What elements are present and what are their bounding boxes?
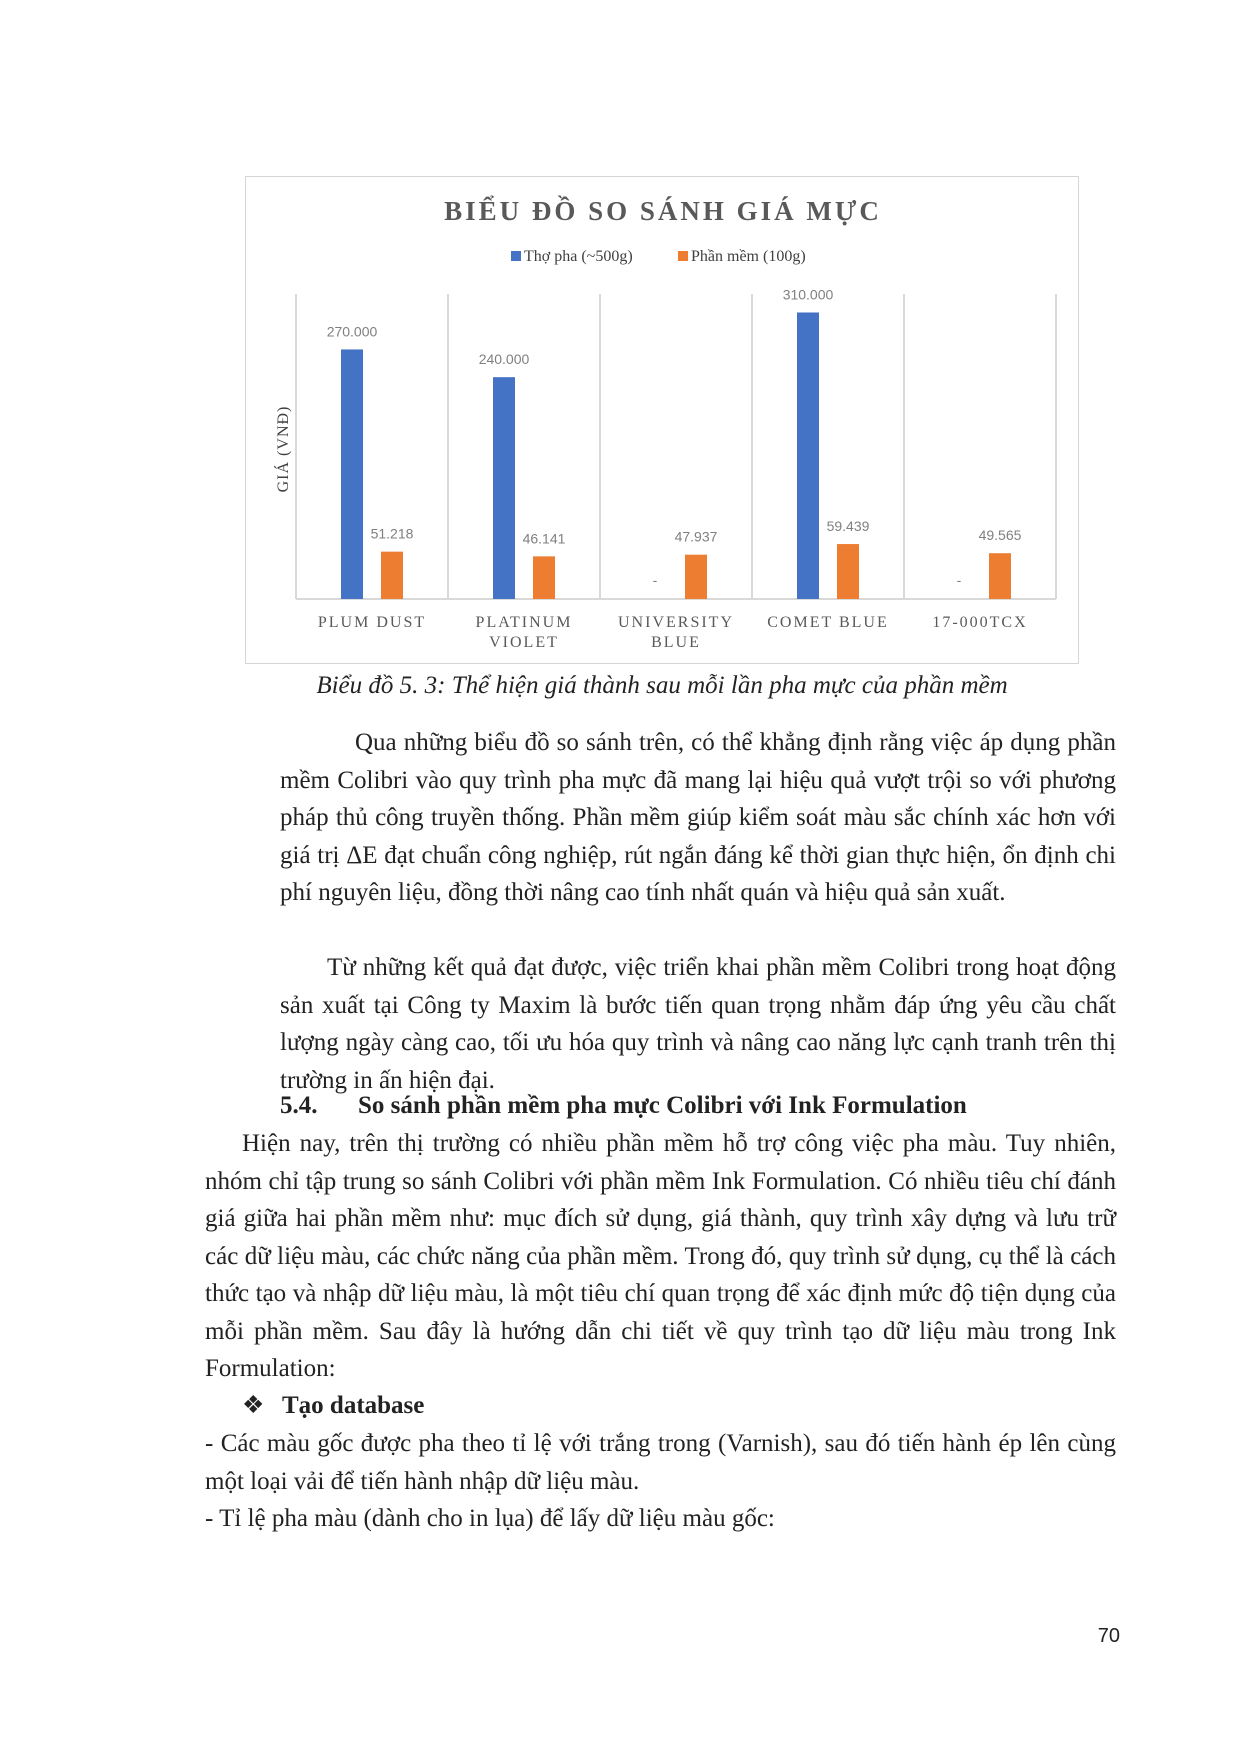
paragraph-conclusion: Qua những biểu đồ so sánh trên, có thể khẳng định rằng việc áp dụng phần mềm Colibri vào quy trình pha mực đã mang lại hiệu quả vượt trội so với phương pháp thủ công truyền thống. Phần mềm giúp kiểm soát màu sắc chính xác hơn với giá trị ΔE đạt chuẩn công nghiệp, rút ngắn đáng kể thời gian thực hiện, ổn định chi phí nguyên liệu, đồng thời nâng cao tính nhất quán và hiệu quả sản xuất. [280,729,1116,906]
legend-swatch-phanmem [678,251,688,261]
data-label-thopha: 310.000 [782,286,834,303]
bar-phanmem [381,552,403,599]
paragraph-database-step1: - Các màu gốc được pha theo tỉ lệ với trắng trong (Varnish), sau đó tiến hành ép lên cùng một loại vải để tiến hành nhập dữ liệu màu. [205,1430,1116,1495]
chart-legend [511,248,806,265]
section-number: 5.4. [280,1092,318,1119]
chart-title: BIỂU ĐỒ SO SÁNH GIÁ MỰC [444,196,882,226]
data-label-thopha: - [956,572,962,588]
x-tick-label: PLATINUM [475,614,573,631]
x-tick-label: VIOLET [489,634,559,651]
section-heading [280,1087,1116,1125]
data-label-thopha: - [652,572,658,588]
bullet-heading-text: Tạo database [282,1392,425,1419]
bar-thopha [341,349,363,599]
page-number: 70 [1097,1625,1120,1647]
paragraph-database-step2: - Tỉ lệ pha màu (dành cho in lụa) để lấy dữ liệu màu gốc: [205,1505,775,1532]
bullet-heading [242,1387,1116,1425]
data-label-phanmem: 46.141 [522,530,566,547]
bar-thopha [797,312,819,599]
x-tick-label: PLUM DUST [317,614,427,631]
bar-phanmem [685,555,707,599]
bar-phanmem [989,553,1011,599]
data-label-phanmem: 47.937 [674,528,718,545]
legend-label-phanmem: Phần mềm (100g) [691,248,806,265]
legend-label-thopha: Thợ pha (~500g) [524,248,633,265]
x-tick-label: COMET BLUE [767,614,889,631]
legend-swatch-thopha [511,251,521,261]
data-label-thopha: 240.000 [478,351,530,368]
bar-phanmem [837,544,859,599]
bar-phanmem [533,556,555,599]
x-tick-label: BLUE [651,634,701,651]
data-label-phanmem: 51.218 [370,525,414,542]
bar-thopha [493,377,515,599]
diamond-bullet-icon: ❖ [242,1392,265,1419]
x-tick-label: 17-000TCX [932,614,1028,631]
paragraph-intro: Hiện nay, trên thị trường có nhiều phần mềm hỗ trợ công việc pha màu. Tuy nhiên, nhóm chỉ tập trung so sánh Colibri với phần mềm Ink Formulation. Có nhiều tiêu chí đánh giá giữa hai phần mềm như: mục đích sử dụng, giá thành, quy trình xây dựng và lưu trữ các dữ liệu màu, các chức năng của phần mềm. Trong đó, quy trình sử dụng, cụ thể là cách thức tạo và nhập dữ liệu màu, là một tiêu chí quan trọng để xác định mức độ tiện dụng của mỗi phần mềm. Sau đây là hướng dẫn chi tiết về quy trình tạo dữ liệu màu trong Ink Formulation: [205,1130,1116,1382]
section-title: So sánh phần mềm pha mực Colibri với Ink Formulation [358,1092,967,1119]
chart-container [245,176,1079,664]
x-tick-label: UNIVERSITY [618,614,734,631]
paragraph-results: Từ những kết quả đạt được, việc triển khai phần mềm Colibri trong hoạt động sản xuất tại Công ty Maxim là bước tiến quan trọng nhằm đáp ứng yêu cầu chất lượng ngày càng cao, tối ưu hóa quy trình và nâng cao năng lực cạnh tranh trên thị trường in ấn hiện đại. [280,954,1116,1094]
data-label-thopha: 270.000 [326,323,378,340]
plot-area [296,286,1056,651]
y-axis-label: GIÁ (VNĐ) [275,405,292,493]
data-label-phanmem: 49.565 [978,527,1022,544]
data-label-phanmem: 59.439 [826,518,870,535]
price-comparison-chart [246,177,1080,665]
figure-caption: Biểu đồ 5. 3: Thể hiện giá thành sau mỗi lần pha mực của phần mềm [316,672,1008,699]
